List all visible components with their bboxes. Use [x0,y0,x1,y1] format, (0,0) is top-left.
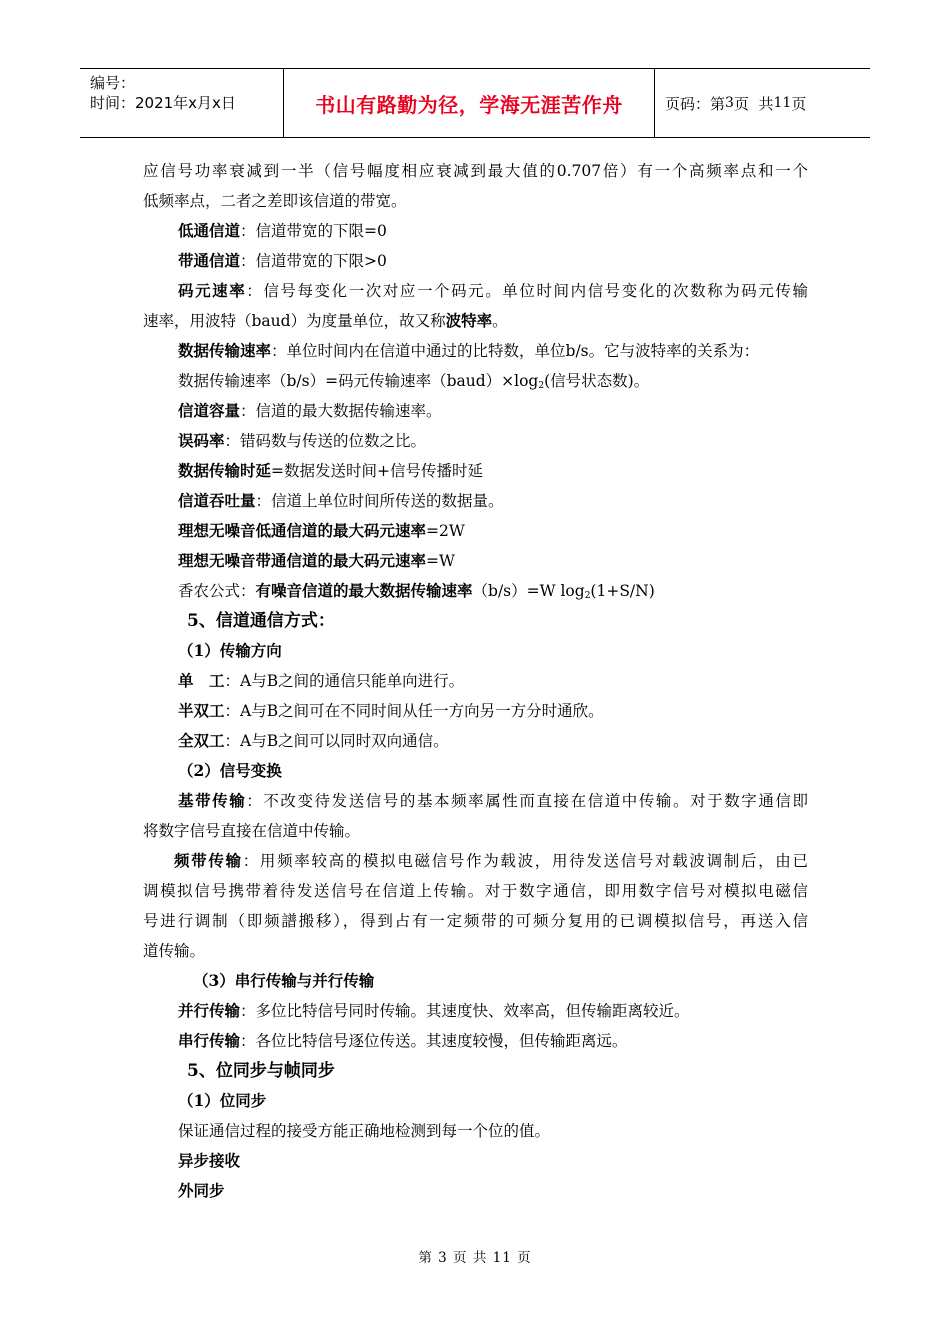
term: 信道容量 [178,401,241,420]
page-mid-label: 页 共 [733,94,774,113]
formula-subscript: 2 [538,381,545,391]
definition-broadband-line3: 号进行调制（即频譜搬移），得到占有一定频带的可频分复用的已调模拟信号，再送入信 [143,912,808,930]
definition-text: ：错码数与传送的位数之比。 [224,432,427,450]
definition-broadband-line1 [143,846,808,876]
term: 串行传输 [178,1031,241,1050]
definition-lowpass [143,216,808,246]
definition-text: ：A与B之间的通信只能单向进行。 [224,672,465,690]
definition-text: ：单位时间内在信道中通过的比特数，单位b/s。它与波特率的关系为： [271,342,760,360]
page-footer: 第 3 页 共 11 页 [418,1250,532,1266]
definition-ber [143,426,808,456]
data-rate-formula [143,366,808,396]
header-motto-cell [283,69,655,137]
definition-broadband-line4: 道传输。 [143,942,206,960]
term: 频带传输 [174,851,243,870]
nyquist-lowpass [143,516,808,546]
definition-simplex [143,666,808,696]
term: 误码率 [178,431,225,450]
term: 基带传输 [178,791,247,810]
page-header [80,68,870,138]
nyquist-bandpass [143,546,808,576]
term: 信道吞吐量 [178,491,256,510]
subsection-heading: 异步接收 [178,1151,241,1170]
definition-text: ：信号每变化一次对应一个码元。单位时间内信号变化的次数称为码元传输 [246,282,808,300]
formula-text: (信号状态数)。 [544,372,650,390]
term: 有噪音信道的最大数据传输速率 [255,581,473,600]
page-label: 页码：第 [665,94,726,113]
subsection-heading: （1）位同步 [178,1091,267,1110]
subsection-heading: （1）传输方向 [178,641,282,660]
definition-half-duplex [143,696,808,726]
term: 数据传输时延 [178,461,272,480]
subsection-heading: （3）串行传输与并行传输 [193,971,375,990]
definition-baseband-line2: 将数字信号直接在信道中传输。 [143,822,361,840]
definition-capacity [143,396,808,426]
definition-full-duplex [143,726,808,756]
document-body [143,156,808,1206]
definition-delay [143,456,808,486]
page-number: 3 [725,95,734,111]
definition-text: ：A与B之间可在不同时间从任一方向另一方分时通欣。 [224,702,604,720]
term: 低通信道 [178,221,241,240]
subsection-heading: 外同步 [178,1181,225,1200]
definition-baud-line1 [143,276,808,306]
definition-text: ：A与B之间可以同时双向通信。 [224,732,449,750]
definition-broadband-line2: 调模拟信号携带着待发送信号在信道上传输。对于数字通信，即用数字信号对模拟电磁信 [143,882,808,900]
document-number-label: 编号： [90,74,136,92]
term: 数据传输速率 [178,341,272,360]
definition-text: ：用频率较高的模拟电磁信号作为载波，用待发送信号对载波调制后，由已 [242,852,808,870]
definition-text: 。 [492,312,508,330]
term: 波特率 [445,311,493,330]
term: 带通信道 [178,251,241,270]
definition-text: =W [426,552,455,570]
definition-text: ：不改变待发送信号的基本频率属性而直接在信道中传输。对于数字通信即 [246,792,808,810]
formula-text: (1+S/N) [590,582,655,600]
definition-text: =2W [426,522,465,540]
definition-throughput [143,486,808,516]
term: 全双工 [178,731,225,750]
definition-text: =数据发送时间+信号传播时延 [271,462,483,480]
section-heading: 5、位同步与帧同步 [187,1061,335,1081]
shannon-formula [143,576,808,606]
definition-text: 速率，用波特（baud）为度量单位，故又称 [143,312,446,330]
definition-baud-line2 [143,306,808,336]
definition-text: ：信道带宽的下限=0 [240,222,387,240]
header-meta [80,69,283,137]
header-motto: 书山有路勤为径，学海无涯苦作舟 [315,92,623,117]
term: 理想无噪音带通信道的最大码元速率 [178,551,427,570]
formula-text: （b/s）=W log [472,582,585,600]
page-end-label: 页 [791,94,807,113]
definition-text: ：信道上单位时间所传送的数据量。 [255,492,504,510]
formula-subscript: 2 [584,591,591,601]
term: 理想无噪音低通信道的最大码元速率 [178,521,427,540]
definition-data-rate [143,336,808,366]
bandwidth-paragraph-line1: 应信号功率衰减到一半（信号幅度相应衰减到最大值的0.707倍）有一个高频率点和一个 [143,162,808,180]
term: 半双工 [178,701,225,720]
definition-text: ：各位比特信号逐位传送。其速度较慢，但传输距离远。 [240,1032,628,1050]
section-heading: 5、信道通信方式： [187,611,335,631]
page-total: 11 [773,95,792,111]
header-page-info [655,69,870,137]
bandwidth-paragraph-line2: 低频率点，二者之差即该信道的带宽。 [143,192,407,210]
subsection-heading: （2）信号变换 [178,761,282,780]
definition-serial [143,1026,808,1056]
formula-text: 数据传输速率（b/s）=码元传输速率（baud）×log [178,372,539,390]
definition-text: 香农公式： [178,582,256,600]
term: 码元速率 [178,281,247,300]
document-time-label: 时间：2021年x月x日 [90,94,236,112]
definition-text: ：多位比特信号同时传输。其速度快、效率高，但传输距离较近。 [240,1002,690,1020]
term: 并行传输 [178,1001,241,1020]
bitsync-definition: 保证通信过程的接受方能正确地检测到每一个位的值。 [178,1122,551,1140]
definition-baseband-line1 [143,786,808,816]
definition-text: ：信道带宽的下限>0 [240,252,387,270]
definition-bandpass [143,246,808,276]
term: 单 工 [178,671,225,690]
definition-text: ：信道的最大数据传输速率。 [240,402,442,420]
definition-parallel [143,996,808,1026]
